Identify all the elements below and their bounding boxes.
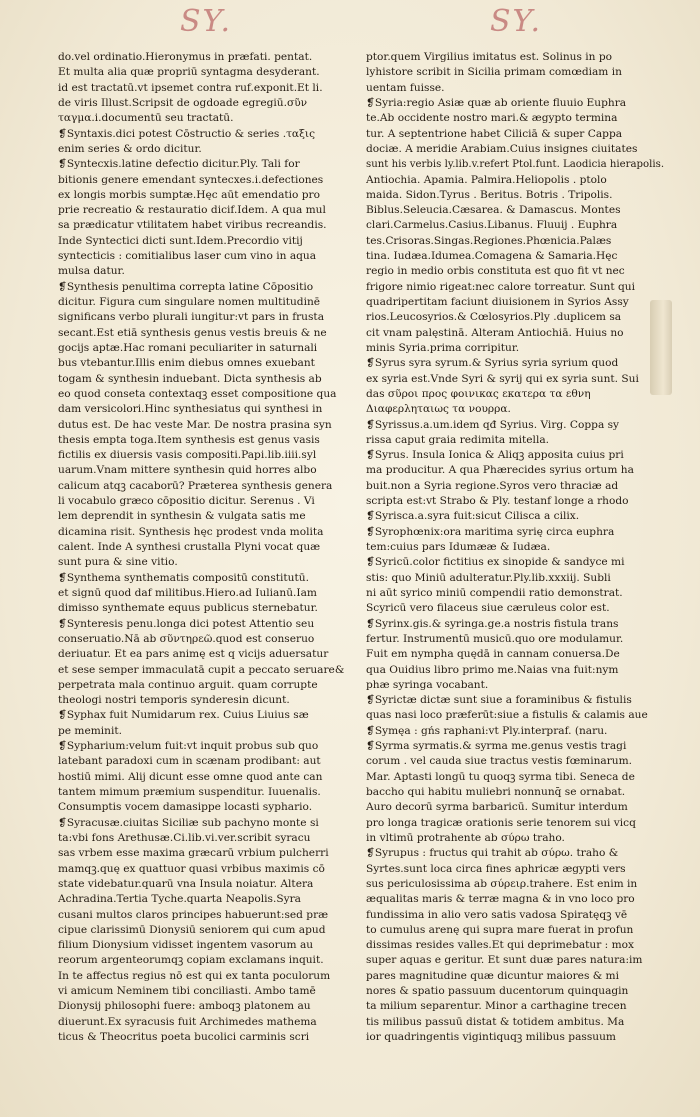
text-line: perpetrata mala continuo arguit. quam corrupte	[58, 678, 318, 691]
text-line: dicamina risit. Synthesis hęc prodest vnda molita	[58, 525, 324, 538]
text-line: te.Ab occidente nostro mari.& ægypto termina	[366, 112, 618, 125]
text-line: tem:cuius pars Idumææ & Iudæa.	[366, 541, 551, 553]
text-line: in vltimū protrahente ab σύρω traho.	[366, 831, 565, 844]
text-line: Syrtes.sunt loca circa fines aphricæ ægypti vers	[366, 862, 626, 875]
text-line: togam & synthesin induebant. Dicta synthesis ab	[58, 372, 322, 385]
text-line: Et multa alia quæ propriū syntagma desyderant.	[58, 66, 320, 79]
text-line: ptor.quem Virgilius imitatus est. Solinus in po	[366, 51, 613, 63]
text-line: Inde Syntectici dicti sunt.Idem.Precordio vitij	[58, 234, 303, 247]
text-line: lyhistore scribit in Sicilia primam comœdiam in	[366, 66, 622, 79]
text-line: fictilis ex diuersis vasis compositi.Papi.lib.iiii.syl	[58, 449, 317, 462]
text-line: cipue clarissimū Dionysiū seniorem qui cum apud	[58, 923, 326, 936]
text-line: tis milibus passuū distat & totidem ambitus. Ma	[366, 1015, 625, 1028]
text-line: ❡Syrus. Insula Ionica & Aliqꝫ apposita cuius pri	[366, 449, 624, 462]
text-line: secant.Est etiā synthesis genus vestis breuis & ne	[58, 326, 327, 339]
text-line: phæ syringa vocabant.	[366, 678, 489, 691]
text-line: ❡Synteresis penu.longa dici potest Attentio seu	[58, 617, 315, 630]
text-line: gocijs aptæ.Hac romani peculiariter in saturnali	[58, 341, 318, 354]
text-line: et signū quod daf militibus.Hiero.ad Iulianū.Iam	[58, 586, 317, 599]
text-line: ❡Syracusæ.ciuitas Siciliæ sub pachyno monte si	[58, 816, 319, 829]
text-line: ❡Syrma syrmatis.& syrma me.genus vestis tragi	[366, 740, 627, 753]
text-line: uentam fuisse.	[366, 81, 445, 94]
text-line: tes.Crisoras.Singas.Regiones.Phœnicia.Palæs	[366, 234, 612, 247]
folio-heading-left: SY.	[180, 4, 233, 39]
text-line: mulsa datur.	[58, 265, 125, 278]
text-line: ❡Syrissus.a.um.idem qđ Syrius. Virg. Coppa sy	[366, 418, 620, 431]
text-line: Mar. Aptasti longū tu quoqꝫ syrma tibi. Seneca de	[366, 770, 635, 783]
text-line: dissimas resides valles.Et qui deprimebatur : mox	[366, 939, 635, 952]
text-line: ❡Synthesis penultima correpta latine Cōpositio	[58, 280, 314, 293]
text-line: buit.non a Syria regione.Syros vero thraciæ ad	[366, 479, 619, 492]
text-line: to cumulus arenę qui supra mare fuerat in profun	[366, 923, 634, 936]
text-line: das σῦροι προς φοινικας εκατερα τα εθνη	[366, 387, 591, 400]
text-line: reorum argenteorumqꝫ copiam exclamans inquit.	[58, 954, 324, 967]
text-line: æqualitas maris & terræ magna & in vno loco pro	[366, 893, 635, 906]
text-line: nores & spatio passuum ducentorum quinquagin	[366, 985, 629, 998]
text-line: regio in medio orbis constituta est quo fit vt nec	[366, 265, 625, 278]
text-line: eo quod conseta contextaqꝫ esset compositione qua	[58, 387, 337, 400]
text-line: dicitur. Figura cum singulare nomen multitudinē	[58, 296, 321, 308]
text-line: sa prædicatur vtilitatem habet viribus recreandis.	[58, 219, 327, 232]
text-line: cit vnam palęstinā. Alteram Antiochiā. Huius no	[366, 326, 624, 339]
text-column-left	[58, 50, 356, 1045]
text-line: dam versicolori.Hinc synthesiatus qui synthesi in	[58, 403, 323, 416]
text-line: significans verbo plurali iungitur:vt pars in frusta	[58, 311, 325, 324]
text-line: bus vtebantur.Illis enim diebus omnes exuebant	[58, 357, 315, 370]
text-line: tantem mimum præmium suspenditur. Iuuenalis.	[58, 786, 321, 798]
text-line: ta milium separentur. Minor a carthagine trecen	[366, 1000, 627, 1013]
text-line: pares magnitudine quæ dicuntur maiores & mi	[366, 969, 619, 982]
text-line: filium Dionysium vidisset ingentem vasorum au	[58, 939, 314, 952]
text-line: mamqꝫ.quę ex quattuor quasi vrbibus maximis cō	[58, 862, 325, 875]
text-line: quadripertitam faciunt diuisionem in Syrios Assy	[366, 296, 629, 308]
text-line: In te affectus regius nō est qui ex tanta poculorum	[58, 969, 331, 982]
text-line: hostiū mimi. Alij dicunt esse omne quod ante can	[58, 770, 323, 783]
text-line: sus periculosissima ab σύρειρ.trahere. Est enim in	[366, 877, 638, 890]
text-line: ❡Syrus syra syrum.& Syrius syria syrium quod	[366, 357, 619, 370]
text-line: baccho qui habitu muliebri nonnunq̄ se ornabat.	[366, 786, 626, 798]
text-line: fundissima in alio vero satis vadosa Spiratęqꝫ vē	[366, 908, 628, 921]
text-line: Scyricū vero filaceus siue cæruleus color est.	[366, 602, 610, 615]
text-line: prie recreatio & restauratio dicif.Idem. A qua mul	[58, 204, 326, 217]
text-line: ior quadringentis vigintiquqꝫ milibus passuum	[366, 1031, 616, 1043]
text-line: cusani multos claros principes habuerunt:sed præ	[58, 908, 329, 921]
text-line: ❡Syrinx.gis.& syringa.ge.a nostris fistula trans	[366, 617, 619, 630]
text-line: rissa caput graia redimita mitella.	[366, 433, 550, 446]
text-line: syntecticis : comitialibus laser cum vino in aqua	[58, 250, 317, 263]
text-line: pro longa tragicæ orationis serie tenorem sui vicq	[366, 816, 636, 829]
text-line: quas nasi loco præferūt:siue a fistulis & calamis aue	[366, 709, 648, 722]
text-line: ma producitur. A qua Phærecides syrius ortum ha	[366, 464, 634, 477]
text-line: ❡Syrophœnix:ora maritima syrię circa euphra	[366, 525, 615, 538]
text-line: Antiochia. Apamia. Palmira.Heliopolis . ptolo	[366, 173, 607, 186]
text-line: dutus est. De hac veste Mar. De nostra prasina syn	[58, 418, 332, 431]
text-line: ❡Syrisca.a.syra fuit:sicut Cilisca a cilix.	[366, 510, 580, 523]
text-line: ❡Synthema synthematis compositū constitutū.	[58, 571, 309, 584]
text-line: clari.Carmelus.Casius.Libanus. Fluuij . Euphra	[366, 219, 618, 232]
text-line: ❡Syrictæ dictæ sunt siue a foraminibus & fistulis	[366, 694, 632, 707]
text-line: ❡Symęa : gńs raphani:vt Ply.interpraf. (naru.	[366, 724, 608, 737]
text-line: pe meminit.	[58, 724, 123, 737]
text-line: ticus & Theocritus poeta bucolici carminis scri	[58, 1031, 310, 1043]
text-line: ❡Sypharium:velum fuit:vt inquit probus sub quo	[58, 740, 319, 753]
text-line: et sese semper immaculatā cupit a peccato seruare&	[58, 663, 345, 676]
text-line: latebant paradoxi cum in scænam prodibant: aut	[58, 755, 321, 768]
text-line: sas vrbem esse maxima græcarū vrbium pulcherri	[58, 847, 329, 860]
text-line: ❡Syphax fuit Numidarum rex. Cuius Liuius sæ	[58, 709, 309, 722]
text-column-right	[366, 50, 664, 1045]
folio-heading-right: SY.	[490, 4, 543, 39]
text-line: frigore nimio rigeat:nec calore torreatur. Sunt qui	[366, 280, 635, 293]
text-line: ταγμα.i.documentū seu tractatū.	[58, 112, 234, 125]
text-line: bitionis genere emendant syntecxes.i.defectiones	[58, 173, 324, 186]
text-line: diuerunt.Ex syracusis fuit Archimedes mathema	[58, 1015, 317, 1028]
text-line: ex longis morbis sumptæ.Hęc aūt emendatio pro	[58, 188, 320, 201]
text-line: sunt his verbis ly.lib.v.refert Ptol.funt. Laodicia hierapolis.	[366, 158, 664, 171]
text-line: ex syria est.Vnde Syri & syrij qui ex syria sunt. Sui	[366, 372, 639, 385]
text-line: enim series & ordo dicitur.	[58, 142, 202, 155]
text-line: sunt pura & sine vitio.	[58, 556, 178, 569]
text-line: calent. Inde A synthesi crustalla Plyni vocat quæ	[58, 541, 321, 553]
text-line: calicum atqꝫ cacaborū? Præterea synthesis genera	[58, 479, 333, 492]
text-line: Achradina.Tertia Tyche.quarta Neapolis.Syra	[58, 893, 301, 906]
text-line: Διαφερληταιως τα νουρρα.	[366, 403, 511, 416]
text-line: ❡Syrupus : fructus qui trahit ab σύρω. traho &	[366, 847, 619, 860]
text-line: ❡Syntecxis.latine defectio dicitur.Ply. Tali for	[58, 158, 300, 171]
text-line: minis Syria.prima corripitur.	[366, 341, 520, 354]
text-line: corum . vel cauda siue tractus vestis fœminarum.	[366, 755, 633, 768]
text-line: Dionysij philosophi fuere: amboqꝫ platonem au	[58, 1000, 311, 1013]
text-line: uarum.Vnam mittere synthesin quid horres albo	[58, 464, 317, 477]
text-line: deriuatur. Et ea pars animę est q vicijs aduersatur	[58, 648, 329, 661]
text-line: thesis empta toga.Item synthesis est genus vasis	[58, 433, 320, 446]
text-line: de viris Illust.Scripsit de ogdoade egregiū.σῦν	[58, 96, 308, 109]
text-line: id est tractatū.vt ipsemet contra ruf.exponit.Et li.	[58, 81, 323, 94]
text-line: ❡Syntaxis.dici potest Cōstructio & series .ταξις	[58, 127, 316, 140]
text-line: fertur. Instrumentū musicū.quo ore modulamur.	[366, 632, 624, 645]
page-fold-tab	[650, 300, 672, 395]
text-line: super aquas e geritur. Et sunt duæ pares natura:im	[366, 954, 643, 967]
text-line: state videbatur.quarū vna Insula noiatur. Altera	[58, 877, 314, 890]
text-line: ta:vbi fons Arethusæ.Ci.lib.vi.ver.scribit syracu	[58, 831, 311, 844]
text-line: Auro decorū syrma barbaricū. Sumitur interdum	[366, 801, 628, 814]
text-line: qua Ouidius libro primo me.Naias vna fuit:nym	[366, 663, 619, 676]
text-line: Consumptis vocem damasippe locasti syphario.	[58, 801, 313, 814]
text-line: dimisso synthemate equus publicus sternebatur.	[58, 602, 318, 615]
text-line: lem deprendit in synthesin & vulgata satis me	[58, 510, 306, 523]
text-line: scripta est:vt Strabo & Ply. testanf longe a rhodo	[366, 495, 629, 508]
text-line: vi amicum Neminem tibi conciliasti. Ambo tamē	[58, 985, 316, 998]
text-line: stis: quo Miniū adulteratur.Ply.lib.xxxiij. Subli	[366, 571, 611, 584]
text-line: theologi nostri temporis synderesin dicunt.	[58, 694, 290, 707]
text-line: Biblus.Seleucia.Cæsarea. & Damascus. Montes	[366, 204, 621, 217]
text-line: li vocabulo græco cōpositio dicitur. Serenus . Vi	[58, 495, 315, 508]
text-line: rios.Leucosyrios.& Cœlosyrios.Ply .duplicem sa	[366, 311, 622, 324]
text-line: ni aūt syrico miniū compendii ratio demonstrat.	[366, 586, 623, 599]
text-line: do.vel ordinatio.Hieronymus in præfati. pentat.	[58, 51, 313, 63]
text-line: ❡Syricū.color fictitius ex sinopide & sandyce mi	[366, 556, 625, 569]
text-line: Fuit em nympha quędā in cannam conuersa.De	[366, 648, 620, 661]
text-line: tur. A septentrione habet Ciliciā & super Cappa	[366, 127, 623, 140]
text-line: maida. Sidon.Tyrus . Beritus. Botris . Tripolis.	[366, 188, 613, 201]
text-line: dociæ. A meridie Arabiam.Cuius insignes ciuitates	[366, 142, 638, 155]
text-line: tina. Iudæa.Idumea.Comagena & Samaria.Hęc	[366, 250, 618, 263]
text-line: conseruatio.Nā ab σῦντηρεῶ.quod est conseruo	[58, 632, 315, 645]
text-line: ❡Syria:regio Asiæ quæ ab oriente fluuio Euphra	[366, 96, 627, 109]
